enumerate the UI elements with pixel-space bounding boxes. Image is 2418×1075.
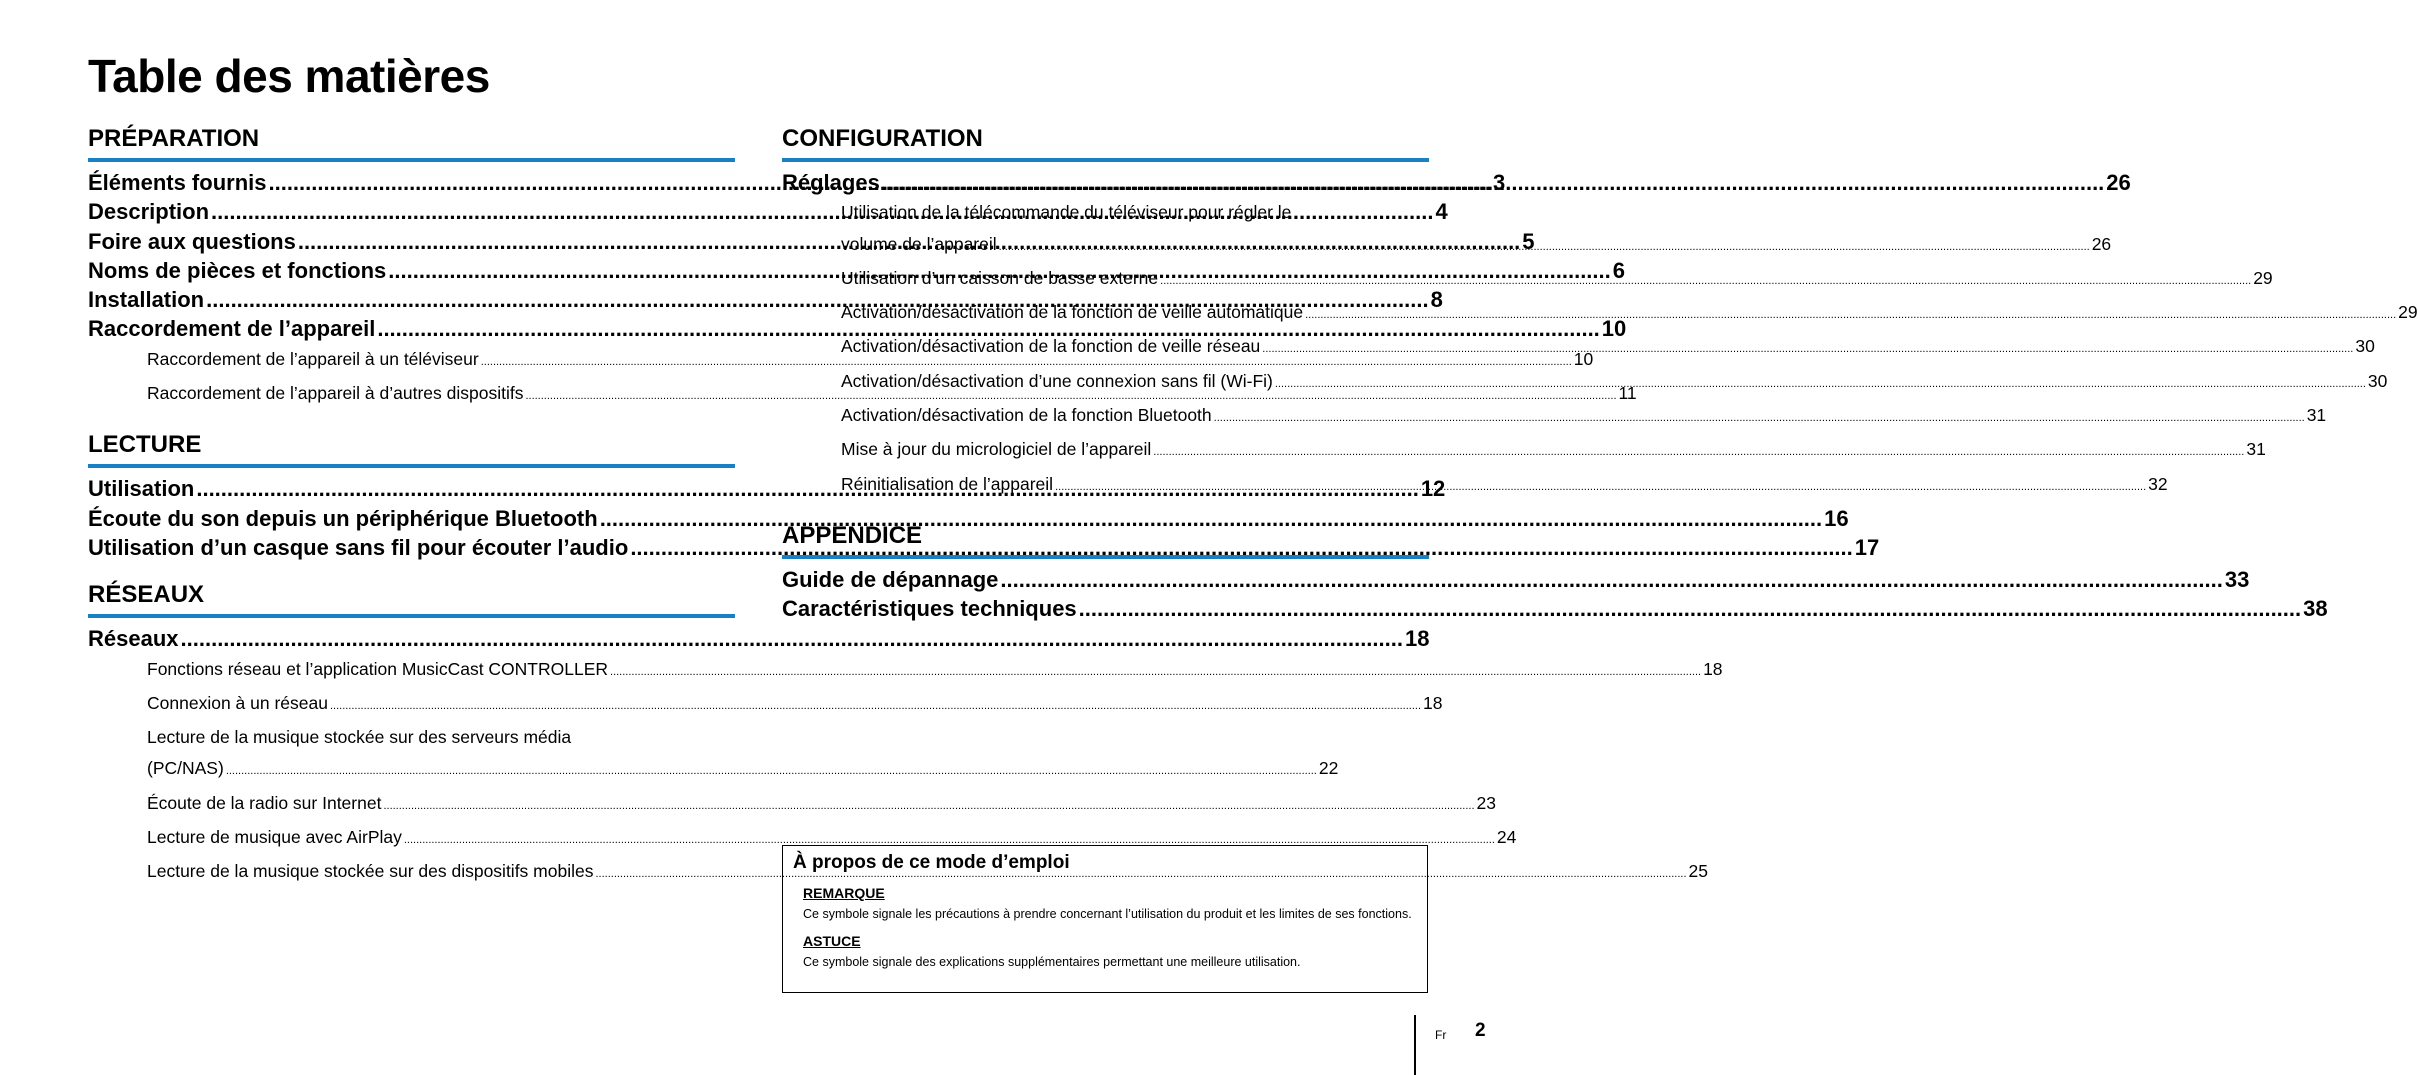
toc-entry[interactable] [782, 565, 2250, 594]
toc-subentry-page: 11 [1618, 383, 1637, 404]
dot-leader [1214, 403, 2305, 434]
dot-leader [1055, 472, 2146, 503]
toc-subentry-label-line: Lecture de la musique stockée sur des serveurs média [147, 727, 572, 748]
section-heading: RÉSEAUX [88, 576, 735, 618]
section-heading: LECTURE [88, 426, 735, 468]
dot-leader [1079, 594, 2301, 623]
toc-entry-page: 3 [1492, 170, 1506, 195]
toc-subentry-label: Connexion à un réseau [147, 692, 328, 713]
page-number: 2 [1475, 1020, 1486, 1041]
note-text: Ce symbole signale les précautions à prendre concernant l’utilisation du produit et les limites de ses fonctions. [803, 907, 1412, 921]
toc-subentry-page: 18 [1423, 692, 1443, 713]
toc-entry-page: 10 [1601, 316, 1627, 342]
toc-entry-page: 38 [2303, 596, 2328, 622]
dot-leader [1000, 565, 2222, 594]
toc-subentry-label: Activation/désactivation d’une connexion sans fil (Wi-Fi) [841, 370, 1273, 391]
toc-entry-label: Guide de dépannage [782, 566, 999, 592]
toc-entry-label: Réglages [782, 170, 880, 195]
toc-subentry-page: 25 [1688, 861, 1708, 882]
toc-entry-label: Utilisation d’un casque sans fil pour écouter l’audio [88, 534, 629, 560]
toc-subentry-page: 30 [2367, 370, 2388, 391]
toc-entry-page: 16 [1824, 505, 1849, 531]
toc-subentry-page: 23 [1476, 792, 1496, 813]
dot-leader [226, 756, 1317, 787]
toc-entry[interactable] [782, 594, 2328, 623]
toc-entry[interactable] [88, 624, 1430, 653]
toc-subentry-label: Activation/désactivation de la fonction de veille réseau [841, 336, 1261, 357]
toc-subentry-label: Raccordement de l’appareil à d’autres dispositifs [147, 383, 524, 404]
language-label: Fr [1435, 1028, 1447, 1042]
toc-subentry-page: 24 [1496, 827, 1517, 848]
dot-leader [1305, 300, 2396, 331]
toc-subentry[interactable] [782, 400, 2327, 434]
toc-subentry[interactable] [782, 229, 2112, 263]
toc-entry-label: Installation [88, 287, 205, 313]
about-title: À propos de ce mode d’emploi [793, 852, 1070, 873]
toc-entry-page: 26 [2106, 170, 2131, 195]
dot-leader [1153, 437, 2244, 468]
toc-subentry-page: 31 [2306, 405, 2327, 426]
section-heading: CONFIGURATION [782, 120, 1429, 162]
toc-subentry-label: Réinitialisation de l’appareil [841, 473, 1054, 494]
note-label: REMARQUE [803, 885, 885, 901]
tip-text: Ce symbole signale des explications supplémentaires permettant une meilleure utilisation. [803, 955, 1301, 969]
footer-divider [1414, 1015, 1416, 1075]
dot-leader [610, 657, 1701, 688]
toc-subentry-label: Activation/désactivation de la fonction Bluetooth [841, 405, 1212, 426]
toc-entry[interactable] [88, 314, 1627, 343]
toc-subentry-page: 32 [2148, 473, 2168, 494]
toc-entry-page: 5 [1522, 228, 1535, 254]
toc-subentry-label: Raccordement de l’appareil à un téléviseur [147, 348, 479, 369]
toc-subentry[interactable] [88, 788, 1496, 822]
toc-entry-label: Réseaux [88, 626, 179, 652]
toc-entry-label: Foire aux questions [88, 228, 296, 254]
toc-entry-label: Raccordement de l’appareil [88, 316, 376, 342]
toc-entry-label: Écoute du son depuis un périphérique Bluetooth [88, 505, 598, 531]
toc-entry[interactable] [782, 168, 2131, 197]
toc-entry-label: Description [88, 199, 210, 225]
toc-subentry[interactable] [88, 822, 1517, 856]
toc-subentry[interactable] [782, 434, 2266, 468]
dot-leader [1275, 369, 2366, 400]
toc-subentry-label: Utilisation d’un caisson de basse externe [841, 267, 1159, 288]
toc-subentry-page: 18 [1703, 658, 1723, 679]
toc-subentry-label: Mise à jour du micrologiciel de l’appareil [841, 439, 1152, 460]
toc-subentry-label-cont: (PC/NAS) [147, 758, 224, 779]
toc-entry-label: Éléments fournis [88, 170, 267, 195]
toc-entry-page: 12 [1420, 476, 1446, 502]
toc-subentry-page: 30 [2355, 336, 2375, 357]
dot-leader [383, 791, 1474, 822]
dot-leader [1160, 266, 2251, 297]
toc-entry-page: 8 [1430, 287, 1443, 313]
toc-subentry-label: Lecture de la musique stockée sur des dispositifs mobiles [147, 861, 594, 882]
toc-subentry-page: 29 [2398, 302, 2418, 323]
toc-entry-label: Caractéristiques techniques [782, 596, 1077, 622]
toc-entry-page: 33 [2224, 566, 2250, 592]
toc-subentry[interactable] [88, 753, 1339, 787]
toc-entry-label: Utilisation [88, 476, 195, 502]
section-heading: PRÉPARATION [88, 120, 735, 162]
dot-leader [1262, 334, 2353, 365]
toc-entry-page: 6 [1612, 257, 1626, 283]
toc-subentry-label: Écoute de la radio sur Internet [147, 792, 382, 813]
toc-subentry[interactable] [88, 688, 1443, 722]
dot-leader [330, 691, 1421, 722]
toc-entry[interactable] [88, 504, 1849, 533]
section-heading: APPENDICE [782, 517, 1429, 559]
toc-subentry-label: Lecture de musique avec AirPlay [147, 827, 402, 848]
toc-subentry-page: 10 [1573, 348, 1594, 369]
page-title: Table des matières [88, 50, 490, 102]
toc-entry-list [782, 559, 2328, 624]
toc-subentry-label: Fonctions réseau et l’application MusicCast CONTROLLER [147, 658, 609, 679]
toc-subentry-page: 29 [2253, 267, 2273, 288]
toc-subentry-page: 31 [2246, 439, 2266, 460]
toc-entry-page: 18 [1404, 626, 1430, 652]
toc-subentry-label-line: Utilisation de la télécommande du téléviseur pour régler le [841, 202, 1292, 223]
toc-subentry[interactable] [88, 654, 1723, 688]
toc-subentry-page: 22 [1318, 758, 1339, 779]
toc-entry-page: 4 [1435, 199, 1448, 225]
toc-entry-label: Noms de pièces et fonctions [88, 257, 387, 283]
toc-subentry[interactable] [782, 263, 2273, 297]
dot-leader [999, 232, 2090, 263]
dot-leader [882, 168, 2104, 197]
about-manual-box [782, 845, 1428, 993]
toc-subentry-label-cont: volume de l’appareil [841, 233, 997, 254]
toc-subentry-page: 26 [2091, 233, 2112, 254]
toc-entry-page: 17 [1854, 534, 1880, 560]
tip-label: ASTUCE [803, 933, 861, 949]
toc-subentry-label: Activation/désactivation de la fonction de veille automatique [841, 302, 1304, 323]
